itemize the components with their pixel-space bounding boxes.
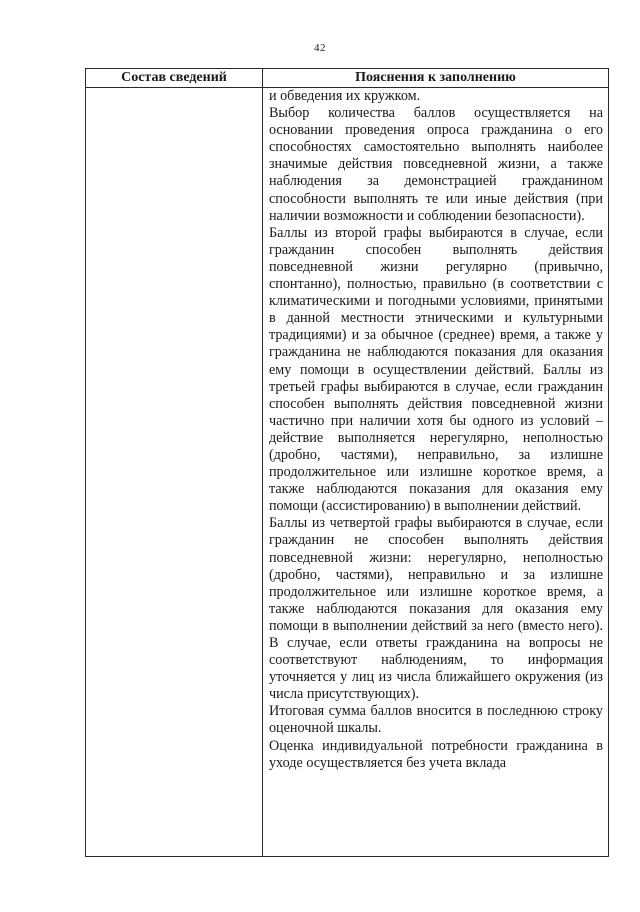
- paragraph: Оценка индивидуальной потребности гражданина в уходе осуществляется без учета вклада: [268, 737, 603, 771]
- explanation-cell: [262, 88, 608, 857]
- header-composition-of-data: Состав сведений: [86, 69, 263, 88]
- composition-cell: [86, 88, 263, 857]
- paragraph: и обведения их кружком.: [268, 88, 421, 104]
- paragraph: Итоговая сумма баллов вносится в последнюю строку оценочной шкалы.: [268, 703, 603, 737]
- paragraph: Баллы из второй графы выбираются в случае, если гражданин способен выполнять действия повседневной жизни регулярно (привычно, спонтанно), полностью, правильно (в соответствии с климатическими и погодными условиями, принятыми в данной местности этническими и культурными традициями) и за обычное (среднее) время, а также у гражданина не наблюдаются показания для оказания ему помощи в осуществлении действий. Баллы из третьей графы выбираются в случае, если гражданин способен выполнять действия повседневной жизни частично при наличии хотя бы одного из условий – действие выполняется нерегулярно, неполностью (дробно, частями), неправильно, за излишне продолжительное или излишне короткое время, а также наблюдаются показания для оказания ему помощи (ассистированию) в выполнении действий.: [268, 224, 603, 515]
- page-number: 42: [314, 42, 326, 54]
- explanation-text: [263, 88, 608, 772]
- form-table: [85, 68, 609, 857]
- header-filling-explanations: Пояснения к заполнению: [262, 69, 608, 88]
- table-row: [86, 88, 609, 857]
- paragraph: Выбор количества баллов осуществляется на основании проведения опроса гражданина о его способностях самостоятельно выполнять наиболее значимые действия повседневной жизни, а также наблюдения за демонстрацией гражданином способности выполнять те или иные действия (при наличии возможности и соблюдении безопасности).: [268, 105, 603, 224]
- table-header-row: [86, 69, 609, 88]
- paragraph: Баллы из четвертой графы выбираются в случае, если гражданин не способен выполнять действия повседневной жизни: нерегулярно, неполностью (дробно, частями), неправильно и за излишне продолжительное или излишне короткое время, а также наблюдаются показания для оказания ему помощи в выполнении действий за него (вместо него). В случае, если ответы гражданина на вопросы не соответствуют наблюдениям, то информация уточняется у лиц из числа ближайшего окружения (из числа присутствующих).: [268, 515, 603, 703]
